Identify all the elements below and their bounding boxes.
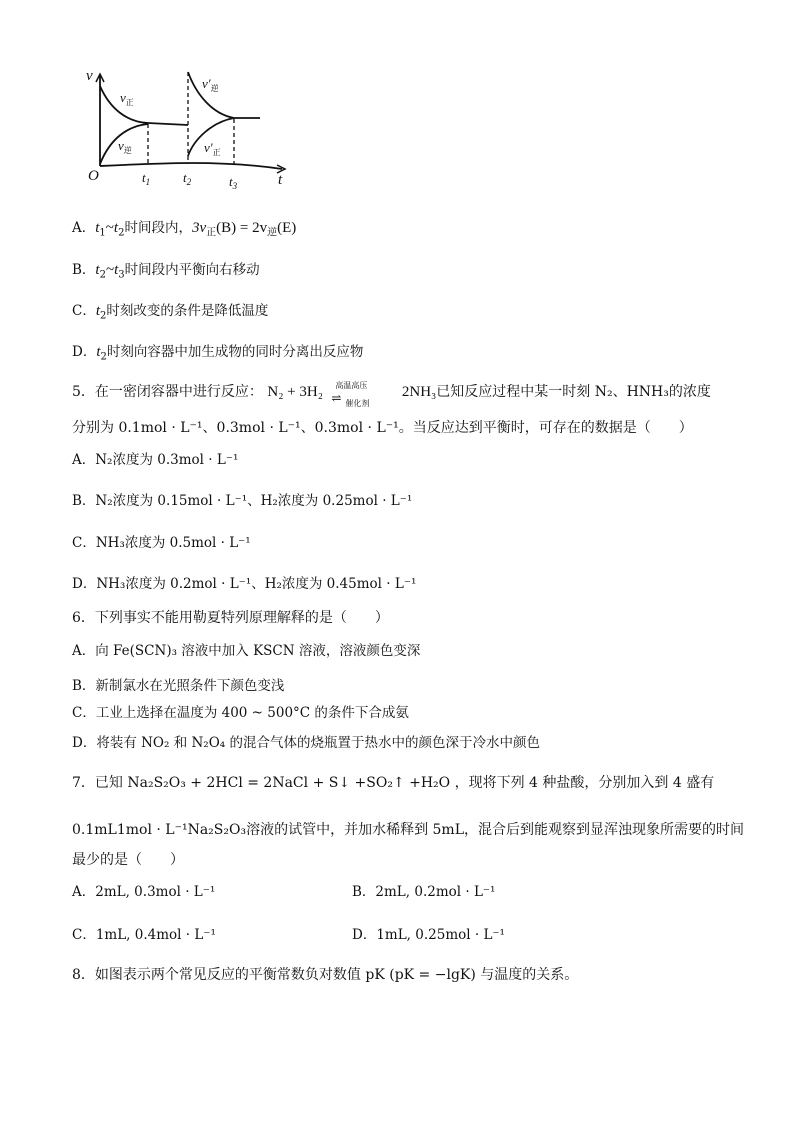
q4-option-d: D．$t_2$时刻向容器中加生成物的同时分离出反应物 [72, 344, 364, 363]
q4-option-c: C．$t_2$时刻改变的条件是降低温度 [72, 303, 269, 322]
q8-stem: 8．如图表示两个常见反应的平衡常数负对数值 pK (pK = −lgK) 与温度的关系。 [72, 967, 579, 983]
curve-v-reverse-prime [188, 72, 260, 118]
tick-t1: $t_1$ [142, 170, 151, 187]
q4-option-a: A．$t_1\sim t_2$时间段内，$3v_正(B) = 2v_逆(E)$ [72, 220, 297, 239]
label-v-reverse-prime: $v'_逆$ [202, 76, 219, 93]
curve-v-reverse [100, 124, 148, 164]
q7-stem-line2: 0.1mL1mol · L⁻¹Na₂S₂O₃溶液的试管中，并加水稀释到 5mL，混合后到能观察到显浑浊现象所需要的时间 [72, 822, 745, 838]
q6-stem: 6．下列事实不能用勒夏特列原理解释的是（ ） [72, 610, 389, 626]
reaction-arrow: 高温高压 ⇌ 催化剂 [331, 381, 370, 408]
q5-option-a: A．N₂浓度为 0.3mol · L⁻¹ [72, 452, 239, 468]
label-v-forward-prime: $v'_正$ [204, 140, 221, 157]
q5-option-d: D．NH₃浓度为 0.2mol · L⁻¹、H₂浓度为 0.45mol · L⁻¹ [72, 576, 417, 592]
label-v-forward: $v_正$ [120, 90, 134, 107]
label-v-reverse: $v_逆$ [118, 138, 132, 155]
q7-stem-line3: 最少的是（ ） [72, 852, 184, 868]
rate-time-graph [82, 64, 296, 196]
q7-stem-line1: 7．已知 Na₂S₂O₃ + 2HCl = 2NaCl + S↓ +SO₂↑ +H₂O ，现将下列 4 种盐酸，分别加入到 4 盛有 [72, 775, 715, 791]
y-axis-label: v [86, 68, 93, 84]
q5-option-c: C．NH₃浓度为 0.5mol · L⁻¹ [72, 535, 251, 551]
tick-t3: $t_3$ [229, 174, 238, 191]
tick-t2: $t_2$ [183, 170, 192, 187]
q6-option-c: C．工业上选择在温度为 400 ~ 500°C 的条件下合成氨 [72, 705, 409, 721]
origin-label: O [88, 168, 99, 184]
q5-option-b: B．N₂浓度为 0.15mol · L⁻¹、H₂浓度为 0.25mol · L⁻¹ [72, 493, 413, 509]
q7-option-a: A．2mL, 0.3mol · L⁻¹ [72, 884, 216, 900]
q7-option-c: C．1mL, 0.4mol · L⁻¹ [72, 927, 216, 943]
q4-option-b: B．$t_2\sim t_3$时间段内平衡向右移动 [72, 262, 260, 281]
q6-option-a: A．向 Fe(SCN)₃ 溶液中加入 KSCN 溶液，溶液颜色变深 [72, 643, 421, 659]
curve-v-forward [100, 86, 188, 125]
q5-stem-line2: 分别为 0.1mol · L⁻¹、0.3mol · L⁻¹、0.3mol · L⁻¹。当反应达到平衡时，可存在的数据是（ ） [72, 420, 693, 436]
q5-stem-line1: 5．在一密闭容器中进行反应： N₂ + 3H₂ 高温高压 ⇌ 催化剂 2NH₃已知反应过程中某一时刻 N₂、HNH₃的浓度 [72, 381, 711, 408]
x-axis-label: t [278, 172, 283, 188]
q6-option-b: B．新制氯水在光照条件下颜色变浅 [72, 678, 285, 694]
q7-option-b: B．2mL, 0.2mol · L⁻¹ [352, 884, 496, 900]
q7-option-d: D．1mL, 0.25mol · L⁻¹ [352, 927, 505, 943]
q6-option-d: D．将装有 NO₂ 和 N₂O₄ 的混合气体的烧瓶置于热水中的颜色深于冷水中颜色 [72, 735, 540, 751]
graph-axes [96, 74, 285, 173]
